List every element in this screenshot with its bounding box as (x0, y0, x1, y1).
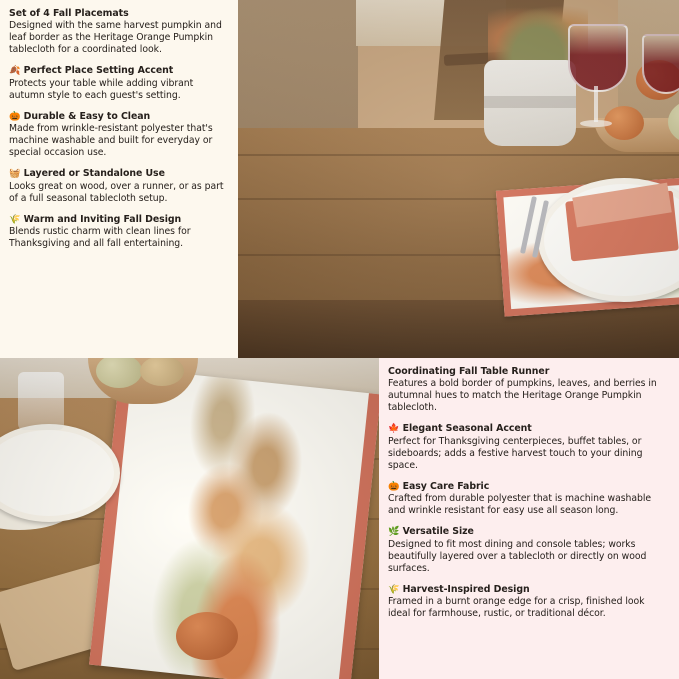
placemats-feature-3 (9, 168, 228, 204)
placemats-photo (238, 0, 679, 358)
maple-leaf-icon: 🍁 (388, 423, 400, 435)
placemats-feature-1-head: Perfect Place Setting Accent (23, 65, 174, 77)
placemats-title: Set of 4 Fall Placemats (9, 8, 129, 19)
runner-feature-1 (388, 423, 669, 471)
runner-feature-3 (388, 526, 669, 574)
placemats-feature-2-head: Durable & Easy to Clean (23, 110, 151, 122)
runner-feature-1-head: Elegant Seasonal Accent (402, 423, 532, 435)
runner-feature-4-body: Framed in a burnt orange edge for a crisp, finished look ideal for farmhouse, rustic, or traditional décor. (388, 596, 645, 620)
placemats-feature-3-body: Looks great on wood, over a runner, or as part of a full seasonal tablecloth setup. (9, 180, 224, 204)
placemats-feature-3-head: Layered or Standalone Use (23, 168, 165, 180)
pumpkin-icon-2: 🎃 (388, 480, 400, 492)
runner-feature-2-head: Easy Care Fabric (402, 480, 490, 492)
runner-feature-3-body: Designed to fit most dining and console tables; works beautifully layered over a tablecloth or directly on wood surfaces. (388, 538, 647, 574)
herb-icon: 🌿 (388, 526, 400, 538)
wine-glass-center (568, 24, 624, 136)
runner-feature-4-head: Harvest-Inspired Design (402, 583, 530, 595)
placemats-feature-2-body: Made from wrinkle-resistant polyester that's machine washable and built for everyday or special occasion use. (9, 123, 213, 159)
placemats-feature-2 (9, 111, 228, 159)
runner-title: Coordinating Fall Table Runner (388, 366, 550, 377)
placemats-feature-4-body: Blends rustic charm with clean lines for Thanksgiving and all fall entertaining. (9, 225, 191, 250)
wheat-icon: 🌾 (9, 213, 21, 225)
basket-icon: 🧺 (9, 168, 21, 180)
pumpkin-on-runner (176, 612, 238, 660)
leaf-icon: 🍂 (9, 65, 21, 77)
placemats-feature-4 (9, 214, 228, 250)
vase-band (484, 96, 576, 108)
runner-text-panel (379, 358, 679, 679)
pumpkin-icon: 🎃 (9, 110, 21, 122)
runner-feature-3-head: Versatile Size (402, 526, 474, 538)
runner-photo (0, 358, 379, 679)
runner-feature-2-body: Crafted from durable polyester that is machine washable and wrinkle resistant for easy use all season long. (388, 493, 652, 517)
placemats-feature-1 (9, 65, 228, 101)
runner-feature-4 (388, 584, 669, 620)
runner-photo-scene (0, 358, 379, 679)
runner-intro: Features a bold border of pumpkins, leaves, and berries in autumnal hues to match the Heritage Orange Pumpkin tablecloth. (388, 378, 657, 414)
wine-glass-right (642, 34, 679, 130)
wheat-icon-2: 🌾 (388, 583, 400, 595)
placemats-feature-1-body: Protects your table while adding vibrant autumn style to each guest's setting. (9, 77, 194, 101)
placemats-intro: Designed with the same harvest pumpkin and leaf border as the Heritage Orange Pumpkin tablecloth for a coordinated look. (9, 20, 222, 56)
placemats-photo-scene (238, 0, 679, 358)
placemats-feature-4-head: Warm and Inviting Fall Design (23, 213, 182, 225)
runner-feature-1-body: Perfect for Thanksgiving centerpieces, buffet tables, or sideboards; adds a festive harvest touch to your dining space. (388, 435, 643, 471)
runner-feature-2 (388, 481, 669, 517)
glass-tumbler (18, 372, 64, 430)
placemats-text-panel (0, 0, 238, 358)
